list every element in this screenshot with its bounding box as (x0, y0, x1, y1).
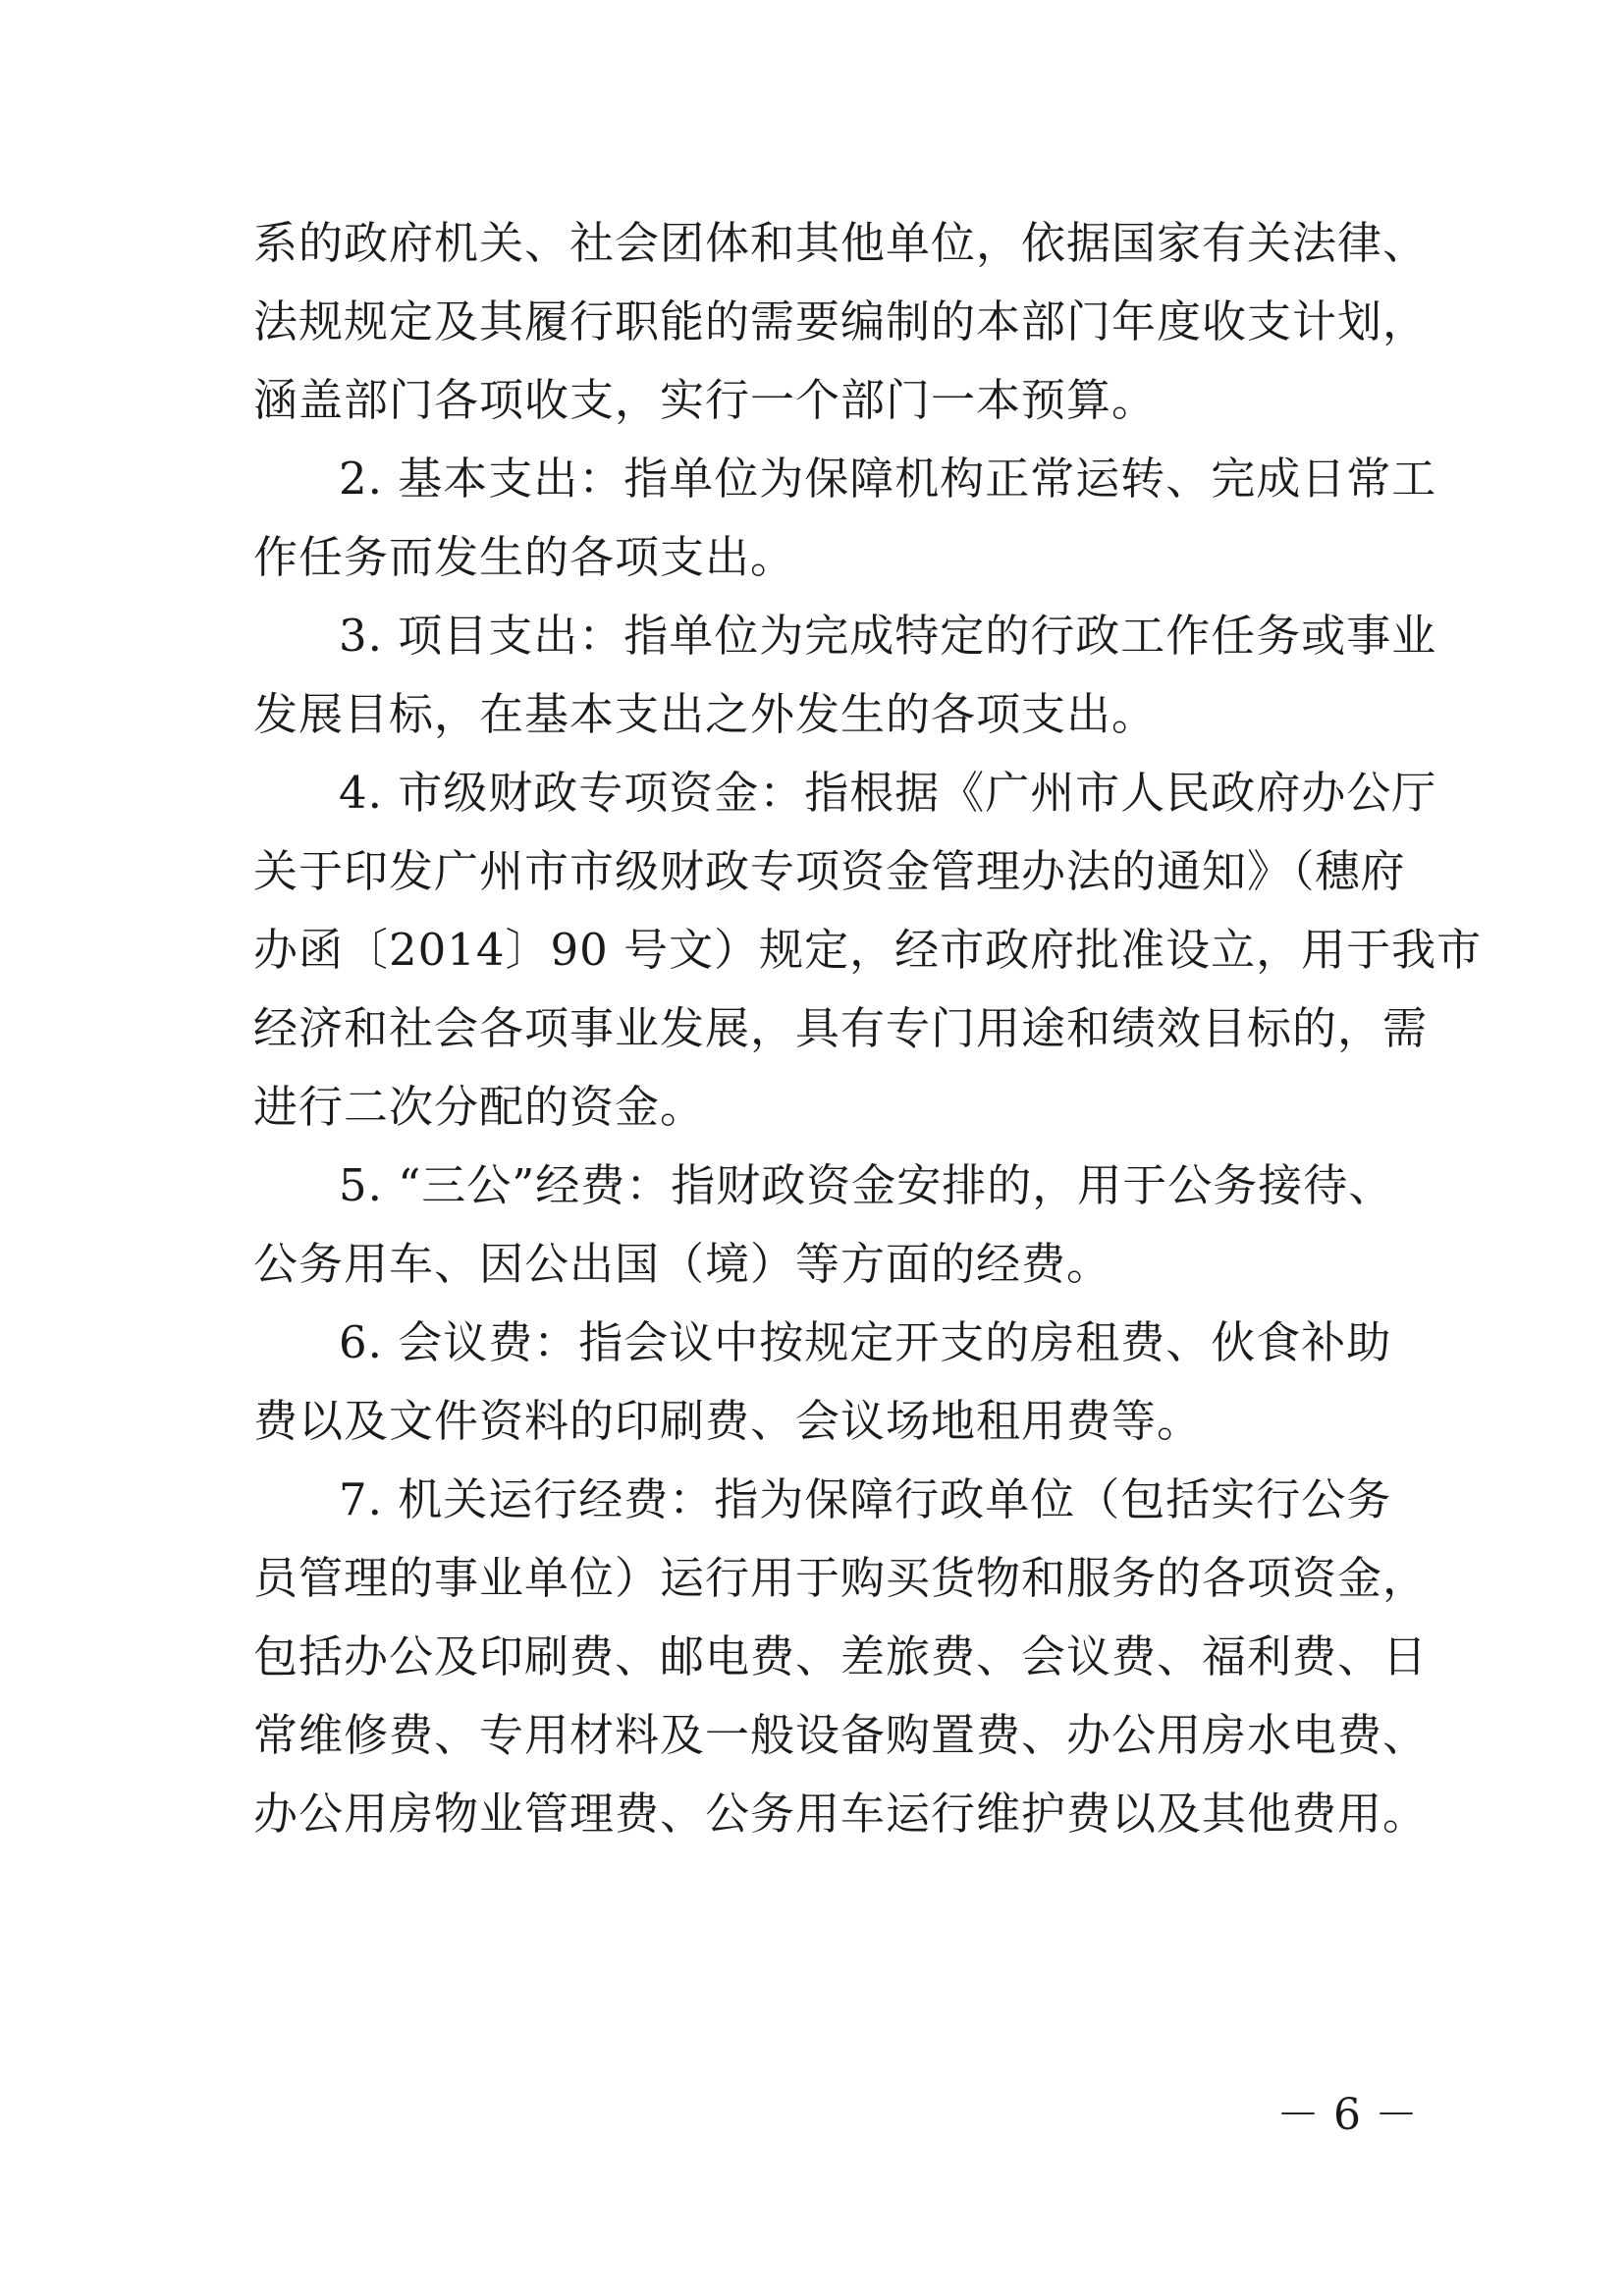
text-line: 办函〔2014〕90 号文）规定，经市政府批准设立，用于我市 (253, 924, 1483, 976)
text-line: 包括办公及印刷费、邮电费、差旅费、会议费、福利费、日 (253, 1630, 1429, 1682)
text-line: 经济和社会各项事业发展，具有专门用途和绩效目标的，需 (253, 1002, 1429, 1054)
text-line: 常维修费、专用材料及一般设备购置费、办公用房水电费、 (253, 1709, 1429, 1761)
text-line: 6. 会议费：指会议中按规定开支的房租费、伙食补助 (339, 1316, 1392, 1368)
text-line: 发展目标，在基本支出之外发生的各项支出。 (253, 688, 1158, 740)
text-line: 法规规定及其履行职能的需要编制的本部门年度收支计划， (253, 295, 1429, 347)
text-line: 公务用车、因公出国（境）等方面的经费。 (253, 1238, 1112, 1290)
text-line: 作任务而发生的各项支出。 (253, 531, 796, 583)
text-line: 涵盖部门各项收支，实行一个部门一本预算。 (253, 374, 1158, 426)
text-line: 3. 项目支出：指单位为完成特定的行政工作任务或事业 (339, 610, 1437, 662)
text-line: 员管理的事业单位）运行用于购买货物和服务的各项资金， (253, 1552, 1429, 1604)
text-line: 5. “三公”经费：指财政资金安排的，用于公务接待、 (339, 1159, 1394, 1211)
text-line: 费以及文件资料的印刷费、会议场地租用费等。 (253, 1395, 1203, 1447)
page-number: － 6 － (1276, 2090, 1418, 2140)
text-line: 进行二次分配的资金。 (253, 1081, 706, 1133)
text-line: 7. 机关运行经费：指为保障行政单位（包括实行公务 (339, 1473, 1392, 1525)
text-line: 关于印发广州市市级财政专项资金管理办法的通知》（穗府 (253, 845, 1406, 897)
text-line: 办公用房物业管理费、公务用车运行维护费以及其他费用。 (253, 1788, 1429, 1840)
text-line: 2. 基本支出：指单位为保障机构正常运转、完成日常工 (339, 453, 1437, 505)
text-line: 系的政府机关、社会团体和其他单位，依据国家有关法律、 (253, 217, 1429, 269)
text-line: 4. 市级财政专项资金：指根据《广州市人民政府办公厅 (339, 767, 1437, 819)
